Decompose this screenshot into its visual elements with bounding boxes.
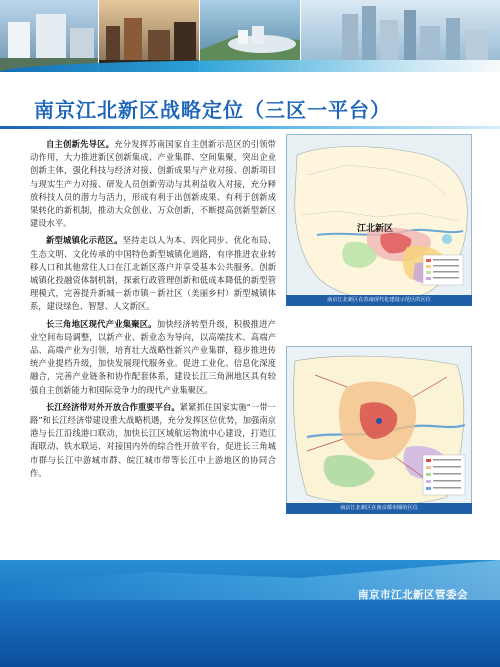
photo-banner bbox=[0, 0, 500, 72]
section-text: 加快经济转型升级，积极推进产业空间布局调整，以新产业、新业态为导向，以高端技术、高端产品、高端产业为引领，培育壮大战略性新兴产业集群，稳步推进传统产业提档升级，加快发展现代服务业。促进工业化、信息化深度融合，完善产业链条和协作配套体系，建设长江三角洲地区具有较强自主创新能力和国际竞争力的现代产业集聚区。 bbox=[30, 318, 276, 395]
section-text: 紧紧抓住国家实施“一带一路”和长江经济带建设重大战略机遇，充分发挥区位优势，加强南京港与长江沿线港口联动，加快长江区域航运物流中心建设，打造江海联动、铁水联运、对接国内外的综合性开放平台，促进长三角城市群与长江中游城市群、皖江城市带等长江中上游地区的协同合作。 bbox=[30, 401, 276, 478]
section-text: 充分发挥苏南国家自主创新示范区的引领带动作用，大力推进新区创新集成、产业集群、空间集聚，突出企业创新主体，强化科技与经济对接、创新成果与产业对接、创新项目与现实生产力对接、研发人员创新劳动与其利益收入对接，充分释放科技人员的潜力与活力，形成有利于出创新成果、有利于创新成果转化的新机制，推动大众创业、万众创新，不断提高创新型新区建设水平。 bbox=[30, 139, 276, 229]
title-divider bbox=[0, 126, 500, 129]
section-innovation bbox=[30, 138, 276, 230]
section-text: 坚持走以人为本、四化同步、优化布局、生态文明、文化传承的中国特色新型城镇化道路，有序推进农业转移人口和其他常住人口在江北新区落户并享受基本公共服务。创新城镇化投融资体制机制，探索行政管理创新和低成本降低的新型管理模式，完善提升新城－新市镇－新社区（美丽乡村）新型城镇体系，建设绿色、智慧、人文新区。 bbox=[30, 235, 276, 312]
page-title: 南京江北新区战略定位（三区一平台） bbox=[34, 98, 391, 122]
map-metro-image bbox=[287, 347, 472, 512]
map-sunan-image bbox=[287, 135, 472, 306]
location-map-sunan bbox=[286, 134, 472, 306]
location-map-metro bbox=[286, 346, 472, 512]
map-label-jiangbei: 江北新区 bbox=[357, 224, 394, 234]
section-opening bbox=[30, 401, 276, 480]
map-caption: 南京江北新区在南京都市圈的区位 bbox=[286, 503, 472, 514]
section-urbanization bbox=[30, 234, 276, 313]
section-lead: 新型城镇化示范区。 bbox=[46, 235, 123, 246]
section-lead: 长三角地区现代产业集聚区。 bbox=[46, 318, 157, 329]
footer-organization: 南京市江北新区管委会 bbox=[358, 589, 468, 601]
section-lead: 长江经济带对外开放合作重要平台。 bbox=[46, 401, 180, 412]
map-caption: 南京江北新区在苏南现代化建设示范区的区位 bbox=[286, 295, 472, 306]
body-text bbox=[30, 138, 276, 484]
section-lead: 自主创新先导区。 bbox=[46, 139, 115, 149]
footer-band bbox=[0, 560, 500, 667]
section-industry bbox=[30, 318, 276, 397]
